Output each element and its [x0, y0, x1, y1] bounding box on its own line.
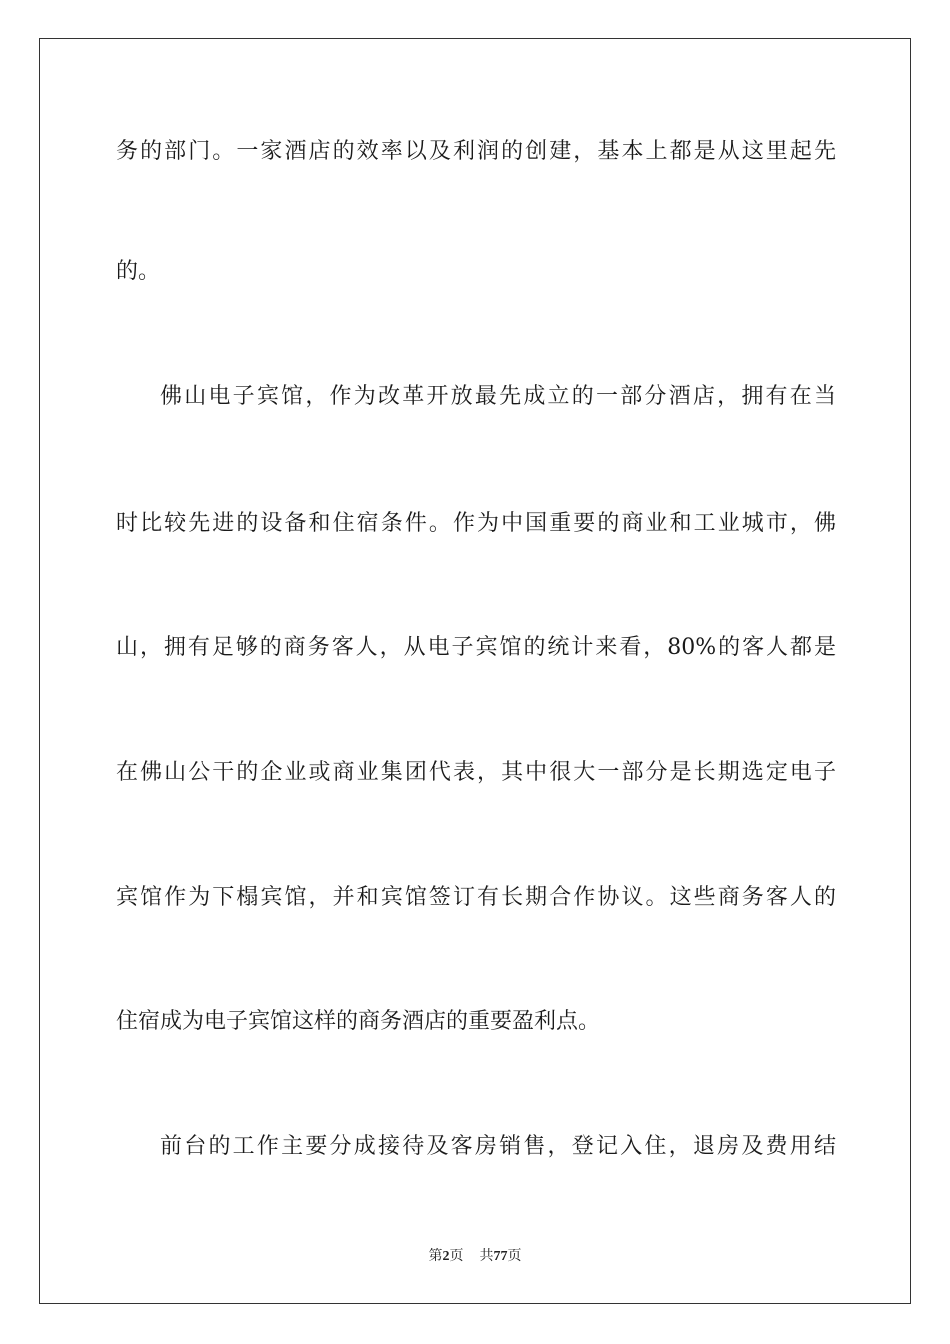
paragraph-line-7: 宾馆作为下榻宾馆，并和宾馆签订有长期合作协议。这些商务客人的 [116, 885, 836, 910]
paragraph-line-8: 住宿成为电子宾馆这样的商务酒店的重要盈利点。 [116, 1009, 601, 1034]
paragraph-line-2: 的。 [116, 259, 161, 284]
paragraph-line-4: 时比较先进的设备和住宿条件。作为中国重要的商业和工业城市，佛 [116, 511, 836, 536]
page-border [39, 38, 911, 1304]
footer-total-prefix: 共 [479, 1248, 494, 1264]
footer-page-prefix: 第 [428, 1248, 443, 1264]
paragraph-line-5: 山，拥有足够的商务客人，从电子宾馆的统计来看，80%的客人都是 [116, 635, 836, 660]
footer-page-number: 2 [442, 1249, 450, 1264]
footer-page-suffix: 页 [449, 1248, 464, 1264]
paragraph-line-6: 在佛山公干的企业或商业集团代表，其中很大一部分是长期选定电子 [116, 760, 836, 785]
paragraph-line-9: 前台的工作主要分成接待及客房销售，登记入住，退房及费用结 [160, 1134, 836, 1159]
footer-total-pages: 77 [493, 1249, 508, 1264]
footer-total-suffix: 页 [507, 1248, 522, 1264]
page-footer [0, 1247, 950, 1266]
paragraph-line-3: 佛山电子宾馆，作为改革开放最先成立的一部分酒店，拥有在当 [160, 384, 836, 409]
paragraph-line-1: 务的部门。一家酒店的效率以及利润的创建，基本上都是从这里起先 [116, 139, 836, 164]
